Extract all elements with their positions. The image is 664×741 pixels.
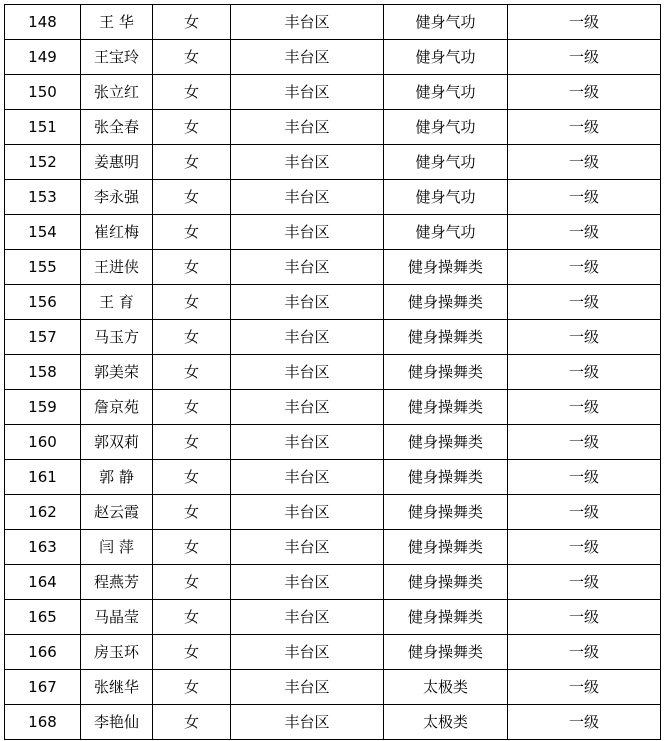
athlete-name-cell: 张继华 xyxy=(81,670,153,705)
row-number-cell: 152 xyxy=(5,145,81,180)
level-cell: 一级 xyxy=(508,5,661,40)
row-number-cell: 157 xyxy=(5,320,81,355)
gender-cell: 女 xyxy=(153,425,231,460)
row-number-cell: 151 xyxy=(5,110,81,145)
athlete-name-cell: 程燕芳 xyxy=(81,565,153,600)
table-row xyxy=(5,635,661,670)
level-cell: 一级 xyxy=(508,355,661,390)
athlete-name-cell: 崔红梅 xyxy=(81,215,153,250)
event-cell: 健身气功 xyxy=(384,40,508,75)
district-cell: 丰台区 xyxy=(231,320,384,355)
gender-cell: 女 xyxy=(153,355,231,390)
event-cell: 健身气功 xyxy=(384,180,508,215)
athlete-name-cell: 王 育 xyxy=(81,285,153,320)
district-cell: 丰台区 xyxy=(231,635,384,670)
athlete-name-cell: 马晶莹 xyxy=(81,600,153,635)
event-cell: 健身操舞类 xyxy=(384,390,508,425)
table-row xyxy=(5,75,661,110)
athlete-name-cell: 姜惠明 xyxy=(81,145,153,180)
district-cell: 丰台区 xyxy=(231,250,384,285)
gender-cell: 女 xyxy=(153,75,231,110)
row-number-cell: 167 xyxy=(5,670,81,705)
level-cell: 一级 xyxy=(508,460,661,495)
row-number-cell: 161 xyxy=(5,460,81,495)
table-row xyxy=(5,565,661,600)
event-cell: 健身操舞类 xyxy=(384,530,508,565)
table-row xyxy=(5,215,661,250)
gender-cell: 女 xyxy=(153,5,231,40)
event-cell: 健身气功 xyxy=(384,215,508,250)
row-number-cell: 149 xyxy=(5,40,81,75)
athlete-name-cell: 张立红 xyxy=(81,75,153,110)
district-cell: 丰台区 xyxy=(231,110,384,145)
athlete-name-cell: 王进侠 xyxy=(81,250,153,285)
gender-cell: 女 xyxy=(153,495,231,530)
gender-cell: 女 xyxy=(153,40,231,75)
level-cell: 一级 xyxy=(508,390,661,425)
gender-cell: 女 xyxy=(153,215,231,250)
athlete-name-cell: 房玉环 xyxy=(81,635,153,670)
athlete-name-cell: 郭美荣 xyxy=(81,355,153,390)
district-cell: 丰台区 xyxy=(231,425,384,460)
level-cell: 一级 xyxy=(508,180,661,215)
row-number-cell: 155 xyxy=(5,250,81,285)
gender-cell: 女 xyxy=(153,390,231,425)
district-cell: 丰台区 xyxy=(231,145,384,180)
roster-body xyxy=(5,5,661,740)
table-row xyxy=(5,320,661,355)
gender-cell: 女 xyxy=(153,110,231,145)
table-row xyxy=(5,145,661,180)
event-cell: 健身操舞类 xyxy=(384,250,508,285)
table-row xyxy=(5,355,661,390)
athlete-name-cell: 王宝玲 xyxy=(81,40,153,75)
gender-cell: 女 xyxy=(153,600,231,635)
athlete-name-cell: 詹京苑 xyxy=(81,390,153,425)
event-cell: 健身操舞类 xyxy=(384,565,508,600)
table-row xyxy=(5,425,661,460)
event-cell: 健身操舞类 xyxy=(384,355,508,390)
event-cell: 健身气功 xyxy=(384,75,508,110)
table-row xyxy=(5,180,661,215)
athlete-name-cell: 张全春 xyxy=(81,110,153,145)
table-row xyxy=(5,530,661,565)
level-cell: 一级 xyxy=(508,635,661,670)
district-cell: 丰台区 xyxy=(231,215,384,250)
district-cell: 丰台区 xyxy=(231,495,384,530)
table-row xyxy=(5,670,661,705)
row-number-cell: 148 xyxy=(5,5,81,40)
district-cell: 丰台区 xyxy=(231,530,384,565)
district-cell: 丰台区 xyxy=(231,460,384,495)
gender-cell: 女 xyxy=(153,145,231,180)
roster-table xyxy=(4,4,661,740)
level-cell: 一级 xyxy=(508,705,661,740)
district-cell: 丰台区 xyxy=(231,670,384,705)
table-row xyxy=(5,390,661,425)
level-cell: 一级 xyxy=(508,600,661,635)
athlete-name-cell: 李艳仙 xyxy=(81,705,153,740)
district-cell: 丰台区 xyxy=(231,705,384,740)
gender-cell: 女 xyxy=(153,565,231,600)
row-number-cell: 156 xyxy=(5,285,81,320)
row-number-cell: 159 xyxy=(5,390,81,425)
gender-cell: 女 xyxy=(153,460,231,495)
table-row xyxy=(5,495,661,530)
row-number-cell: 166 xyxy=(5,635,81,670)
event-cell: 健身气功 xyxy=(384,145,508,180)
gender-cell: 女 xyxy=(153,670,231,705)
event-cell: 太极类 xyxy=(384,670,508,705)
row-number-cell: 153 xyxy=(5,180,81,215)
district-cell: 丰台区 xyxy=(231,390,384,425)
row-number-cell: 163 xyxy=(5,530,81,565)
table-row xyxy=(5,460,661,495)
level-cell: 一级 xyxy=(508,425,661,460)
event-cell: 健身操舞类 xyxy=(384,460,508,495)
row-number-cell: 165 xyxy=(5,600,81,635)
athlete-name-cell: 马玉方 xyxy=(81,320,153,355)
athlete-name-cell: 郭 静 xyxy=(81,460,153,495)
event-cell: 健身操舞类 xyxy=(384,635,508,670)
table-row xyxy=(5,250,661,285)
table-row xyxy=(5,40,661,75)
district-cell: 丰台区 xyxy=(231,600,384,635)
level-cell: 一级 xyxy=(508,530,661,565)
level-cell: 一级 xyxy=(508,40,661,75)
event-cell: 健身操舞类 xyxy=(384,495,508,530)
level-cell: 一级 xyxy=(508,285,661,320)
athlete-name-cell: 李永强 xyxy=(81,180,153,215)
row-number-cell: 160 xyxy=(5,425,81,460)
gender-cell: 女 xyxy=(153,705,231,740)
table-row xyxy=(5,600,661,635)
event-cell: 健身操舞类 xyxy=(384,425,508,460)
district-cell: 丰台区 xyxy=(231,180,384,215)
level-cell: 一级 xyxy=(508,670,661,705)
row-number-cell: 154 xyxy=(5,215,81,250)
district-cell: 丰台区 xyxy=(231,565,384,600)
gender-cell: 女 xyxy=(153,285,231,320)
district-cell: 丰台区 xyxy=(231,75,384,110)
table-row xyxy=(5,705,661,740)
event-cell: 健身操舞类 xyxy=(384,285,508,320)
athlete-name-cell: 郭双莉 xyxy=(81,425,153,460)
event-cell: 健身气功 xyxy=(384,5,508,40)
row-number-cell: 164 xyxy=(5,565,81,600)
event-cell: 太极类 xyxy=(384,705,508,740)
event-cell: 健身气功 xyxy=(384,110,508,145)
district-cell: 丰台区 xyxy=(231,5,384,40)
row-number-cell: 150 xyxy=(5,75,81,110)
gender-cell: 女 xyxy=(153,320,231,355)
gender-cell: 女 xyxy=(153,635,231,670)
table-row xyxy=(5,285,661,320)
level-cell: 一级 xyxy=(508,495,661,530)
level-cell: 一级 xyxy=(508,320,661,355)
event-cell: 健身操舞类 xyxy=(384,600,508,635)
district-cell: 丰台区 xyxy=(231,40,384,75)
level-cell: 一级 xyxy=(508,215,661,250)
athlete-name-cell: 赵云霞 xyxy=(81,495,153,530)
district-cell: 丰台区 xyxy=(231,355,384,390)
level-cell: 一级 xyxy=(508,75,661,110)
athlete-name-cell: 闫 萍 xyxy=(81,530,153,565)
table-row xyxy=(5,110,661,145)
level-cell: 一级 xyxy=(508,110,661,145)
level-cell: 一级 xyxy=(508,565,661,600)
row-number-cell: 162 xyxy=(5,495,81,530)
district-cell: 丰台区 xyxy=(231,285,384,320)
gender-cell: 女 xyxy=(153,250,231,285)
level-cell: 一级 xyxy=(508,250,661,285)
table-row xyxy=(5,5,661,40)
gender-cell: 女 xyxy=(153,530,231,565)
row-number-cell: 158 xyxy=(5,355,81,390)
gender-cell: 女 xyxy=(153,180,231,215)
level-cell: 一级 xyxy=(508,145,661,180)
event-cell: 健身操舞类 xyxy=(384,320,508,355)
athlete-name-cell: 王 华 xyxy=(81,5,153,40)
row-number-cell: 168 xyxy=(5,705,81,740)
